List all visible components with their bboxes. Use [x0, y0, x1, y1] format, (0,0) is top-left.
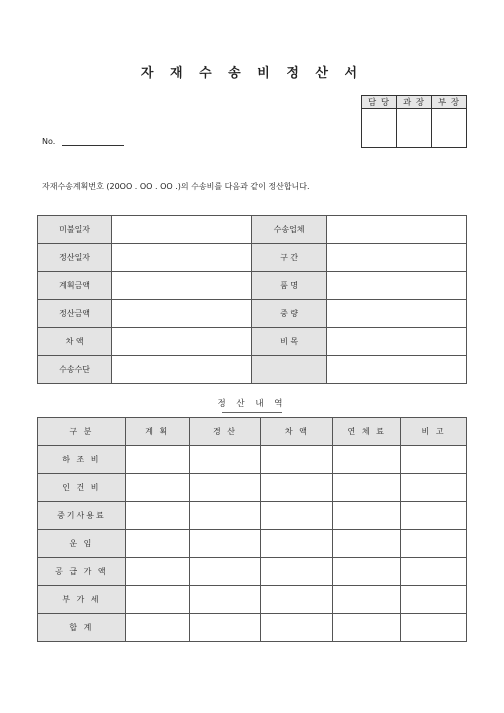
row-label: 공 급 가 액	[38, 558, 126, 586]
intro-text: 자재수송계획번호 (20OO . OO . OO .)의 수송비를 다음과 같이 정산합니다.	[42, 182, 310, 191]
table-row	[38, 558, 467, 586]
approval-sign-staff[interactable]	[362, 109, 397, 148]
column-header: 경 산	[189, 418, 261, 446]
info-value-field[interactable]	[326, 356, 466, 384]
info-row	[38, 356, 467, 384]
info-value-field[interactable]	[112, 216, 252, 244]
table-cell[interactable]	[189, 502, 261, 530]
table-cell[interactable]	[189, 446, 261, 474]
table-cell[interactable]	[189, 474, 261, 502]
table-cell[interactable]	[333, 530, 401, 558]
table-row	[38, 502, 467, 530]
table-cell[interactable]	[261, 446, 333, 474]
table-cell[interactable]	[189, 530, 261, 558]
info-label: 중 량	[252, 300, 326, 328]
table-row	[38, 586, 467, 614]
info-row	[38, 244, 467, 272]
table-cell[interactable]	[333, 502, 401, 530]
column-header: 구 분	[38, 418, 126, 446]
settlement-header-row	[38, 418, 467, 446]
info-value-field[interactable]	[112, 272, 252, 300]
approval-label-staff: 담 당	[362, 96, 397, 109]
info-value-field[interactable]	[326, 244, 466, 272]
table-cell[interactable]	[333, 614, 401, 642]
info-label: 구 간	[252, 244, 326, 272]
column-header: 계 획	[125, 418, 189, 446]
info-value-field[interactable]	[326, 272, 466, 300]
info-value-field[interactable]	[112, 356, 252, 384]
row-label: 인 건 비	[38, 474, 126, 502]
table-cell[interactable]	[125, 502, 189, 530]
table-cell[interactable]	[333, 474, 401, 502]
info-row	[38, 272, 467, 300]
table-cell[interactable]	[261, 558, 333, 586]
row-label: 중기사용료	[38, 502, 126, 530]
table-cell[interactable]	[401, 446, 467, 474]
table-cell[interactable]	[189, 614, 261, 642]
table-row-total	[38, 614, 467, 642]
info-value-field[interactable]	[112, 328, 252, 356]
info-label: 수송업체	[252, 216, 326, 244]
info-label-blank	[252, 356, 326, 384]
table-cell[interactable]	[401, 502, 467, 530]
document-number-field[interactable]	[62, 145, 124, 146]
approval-box	[361, 95, 467, 148]
info-label: 정산금액	[38, 300, 112, 328]
info-label: 품 명	[252, 272, 326, 300]
table-cell[interactable]	[125, 446, 189, 474]
column-header: 차 액	[261, 418, 333, 446]
row-label: 합 계	[38, 614, 126, 642]
table-row	[38, 474, 467, 502]
table-cell[interactable]	[401, 474, 467, 502]
table-cell[interactable]	[261, 614, 333, 642]
info-value-field[interactable]	[326, 328, 466, 356]
info-value-field[interactable]	[112, 300, 252, 328]
table-cell[interactable]	[401, 614, 467, 642]
info-value-field[interactable]	[326, 300, 466, 328]
document-title: 자 재 수 송 비 정 산 서	[140, 66, 364, 81]
table-cell[interactable]	[125, 586, 189, 614]
info-row	[38, 216, 467, 244]
table-cell[interactable]	[401, 530, 467, 558]
approval-sign-manager[interactable]	[397, 109, 432, 148]
table-cell[interactable]	[261, 586, 333, 614]
table-cell[interactable]	[261, 474, 333, 502]
table-cell[interactable]	[125, 530, 189, 558]
info-row	[38, 300, 467, 328]
table-row	[38, 446, 467, 474]
section-title: 정 산 내 역	[217, 399, 287, 409]
document-number-label: No.	[42, 137, 56, 146]
info-value-field[interactable]	[112, 244, 252, 272]
info-row	[38, 328, 467, 356]
table-cell[interactable]	[333, 446, 401, 474]
info-label: 수송수단	[38, 356, 112, 384]
info-label: 차 액	[38, 328, 112, 356]
table-cell[interactable]	[401, 558, 467, 586]
settlement-table	[37, 417, 467, 642]
table-cell[interactable]	[125, 474, 189, 502]
table-row	[38, 530, 467, 558]
table-cell[interactable]	[401, 586, 467, 614]
table-cell[interactable]	[189, 586, 261, 614]
info-value-field[interactable]	[326, 216, 466, 244]
info-label: 미불일자	[38, 216, 112, 244]
approval-sign-director[interactable]	[432, 109, 467, 148]
section-title-underline	[222, 412, 282, 413]
approval-label-director: 부 장	[432, 96, 467, 109]
table-cell[interactable]	[125, 614, 189, 642]
info-label: 정산일자	[38, 244, 112, 272]
approval-label-manager: 과 장	[397, 96, 432, 109]
info-table	[37, 215, 467, 384]
table-cell[interactable]	[261, 502, 333, 530]
row-label: 운 임	[38, 530, 126, 558]
column-header: 연 체 료	[333, 418, 401, 446]
info-label: 비 목	[252, 328, 326, 356]
table-cell[interactable]	[333, 558, 401, 586]
column-header: 비 고	[401, 418, 467, 446]
info-label: 계획금액	[38, 272, 112, 300]
table-cell[interactable]	[261, 530, 333, 558]
row-label: 하 조 비	[38, 446, 126, 474]
row-label: 부 가 세	[38, 586, 126, 614]
table-cell[interactable]	[125, 558, 189, 586]
table-cell[interactable]	[189, 558, 261, 586]
table-cell[interactable]	[333, 586, 401, 614]
